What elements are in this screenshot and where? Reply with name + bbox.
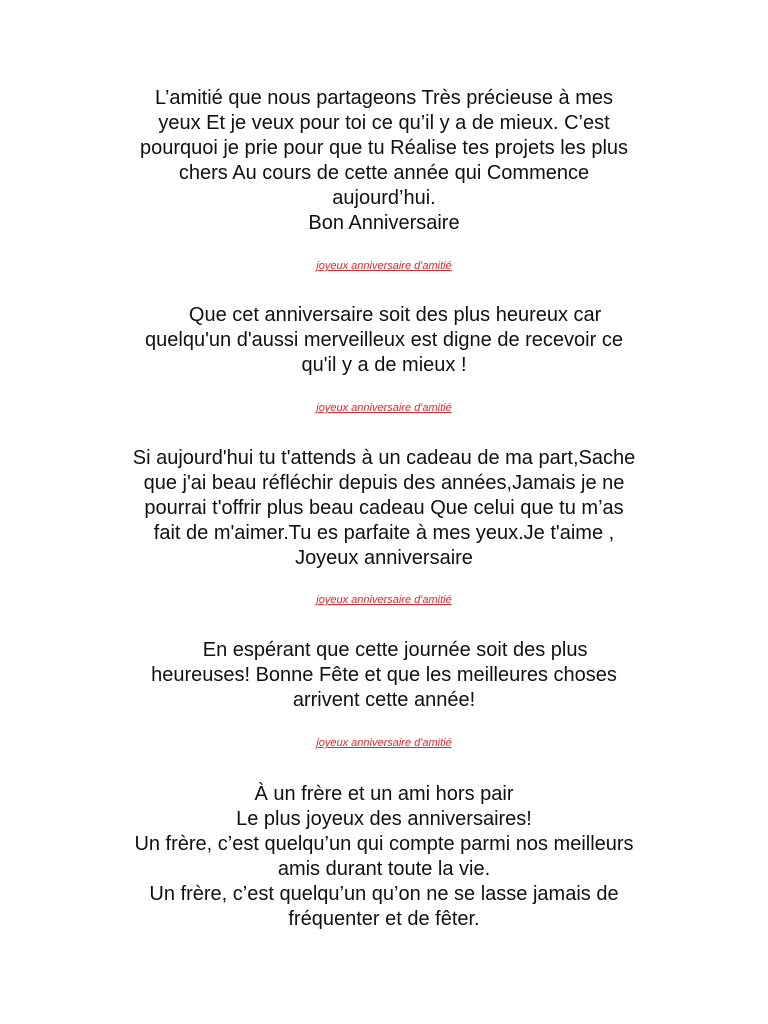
verse-line: L’amitié que nous partageons Très précieuse à mes bbox=[154, 87, 614, 109]
verse-line: amis durant toute la vie. bbox=[277, 858, 491, 880]
verse-line: pourrai t'offrir plus beau cadeau Que celui que tu m’as bbox=[144, 497, 624, 519]
verse-line: pourquoi je prie pour que tu Réalise tes projets les plus bbox=[139, 137, 629, 159]
verse-line: chers Au cours de cette année qui Commence bbox=[178, 162, 590, 184]
verse-line: Que cet anniversaire soit des plus heureux car bbox=[166, 304, 602, 326]
birthday-link-4[interactable]: joyeux anniversaire d'amitié bbox=[316, 737, 452, 749]
verse-line: qu'il y a de mieux ! bbox=[301, 354, 467, 376]
verse-line: quelqu'un d'aussi merveilleux est digne de recevoir ce bbox=[145, 329, 623, 351]
verse-line: Bon Anniversaire bbox=[308, 212, 460, 234]
verse-line: Le plus joyeux des anniversaires! bbox=[236, 808, 532, 830]
verse-line: arrivent cette année! bbox=[292, 689, 476, 711]
verse-4 bbox=[60, 638, 708, 713]
verse-line: À un frère et un ami hors pair bbox=[254, 783, 514, 805]
verse-line: yeux Et je veux pour toi ce qu’il y a de mieux. C’est bbox=[158, 112, 610, 134]
verse-line: que j'ai beau réfléchir depuis des années,Jamais je ne bbox=[143, 472, 625, 494]
verse-2 bbox=[60, 303, 708, 378]
verse-3 bbox=[60, 446, 708, 571]
birthday-link-1[interactable]: joyeux anniversaire d'amitié bbox=[316, 260, 452, 272]
verse-line: Un frère, c’est quelqu’un qu’on ne se lasse jamais de bbox=[149, 883, 619, 905]
verse-line: Joyeux anniversaire bbox=[295, 547, 473, 569]
birthday-link-3[interactable]: joyeux anniversaire d'amitié bbox=[316, 594, 452, 606]
verse-line: En espérant que cette journée soit des plus bbox=[180, 639, 588, 661]
verse-line: Un frère, c’est quelqu’un qui compte parmi nos meilleurs bbox=[134, 833, 634, 855]
verse-line: fréquenter et de fêter. bbox=[288, 908, 480, 930]
verse-1 bbox=[60, 86, 708, 236]
verse-line: fait de m'aimer.Tu es parfaite à mes yeux.Je t'aime , bbox=[153, 522, 615, 544]
verse-line: Si aujourd'hui tu t'attends à un cadeau de ma part,Sache bbox=[132, 447, 636, 469]
birthday-link-2[interactable]: joyeux anniversaire d'amitié bbox=[316, 402, 452, 414]
verse-line: aujourd’hui. bbox=[332, 187, 436, 209]
verse-5 bbox=[60, 782, 708, 932]
verse-line: heureuses! Bonne Fête et que les meilleures choses bbox=[151, 664, 617, 686]
